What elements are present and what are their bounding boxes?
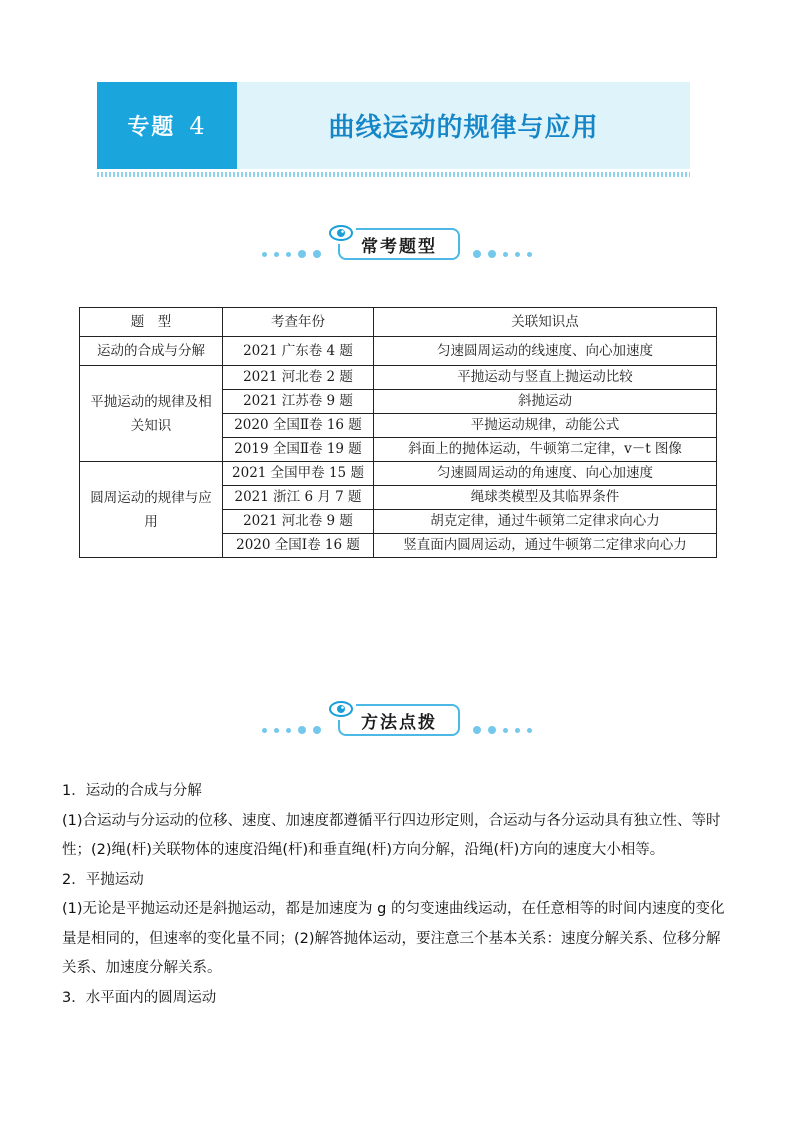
banner-divider <box>97 172 690 177</box>
topic-cell: 平抛运动的规律及相关知识 <box>80 366 223 462</box>
item-title: 2．平抛运动 <box>62 871 144 888</box>
decor-dots-right <box>473 250 532 258</box>
year-cell: 2021 浙江 6 月 7 题 <box>223 486 374 510</box>
year-cell: 2020 全国Ⅰ卷 16 题 <box>223 534 374 558</box>
decor-dots-right <box>473 726 532 734</box>
knowledge-cell: 匀速圆周运动的线速度、向心加速度 <box>374 337 717 366</box>
header-knowledge: 关联知识点 <box>374 308 717 337</box>
topic-cell: 运动的合成与分解 <box>80 337 223 366</box>
eye-icon <box>326 222 356 244</box>
knowledge-cell: 斜面上的抛体运动，牛顿第二定律，v－t 图像 <box>374 438 717 462</box>
item-body: (1)合运动与分运动的位移、速度、加速度都遵循平行四边形定则，合运动与各分运动具有独立性、等时性；(2)绳(杆)关联物体的速度沿绳(杆)和垂直绳(杆)方向分解，沿绳(杆)方向的速度大小相等。 <box>62 812 721 858</box>
year-cell: 2021 河北卷 9 题 <box>223 510 374 534</box>
knowledge-cell: 平抛运动规律，动能公式 <box>374 414 717 438</box>
title-banner <box>97 82 690 169</box>
section-title-methods: 方法点拨 <box>338 704 460 736</box>
year-cell: 2021 全国甲卷 15 题 <box>223 462 374 486</box>
item-title: 1．运动的合成与分解 <box>62 783 202 799</box>
item-body: (1)无论是平抛运动还是斜抛运动，都是加速度为 g 的匀变速曲线运动，在任意相等的时间内速度的变化量是相同的，但速率的变化量不同；(2)解答抛体运动，要注意三个基本关系：速度分解关系、位移分解关系、加速度分解关系。 <box>62 901 725 976</box>
table-row <box>80 366 717 390</box>
section-header-common-types <box>262 222 532 266</box>
page-title: 曲线运动的规律与应用 <box>328 113 599 143</box>
topic-tag <box>97 82 237 169</box>
header-year: 考查年份 <box>223 308 374 337</box>
knowledge-cell: 匀速圆周运动的角速度、向心加速度 <box>374 462 717 486</box>
knowledge-cell: 斜抛运动 <box>374 390 717 414</box>
year-cell: 2021 江苏卷 9 题 <box>223 390 374 414</box>
topic-tag-label: 专题 <box>127 114 176 140</box>
decor-dots-left <box>262 726 321 734</box>
knowledge-cell: 竖直面内圆周运动，通过牛顿第二定律求向心力 <box>374 534 717 558</box>
topic-number: 4 <box>189 111 207 140</box>
table-header-row <box>80 308 717 337</box>
year-cell: 2021 河北卷 2 题 <box>223 366 374 390</box>
table-row <box>80 462 717 486</box>
eye-icon <box>326 698 356 720</box>
section-title-common-types: 常考题型 <box>338 228 460 260</box>
header-topic: 题 型 <box>80 308 223 337</box>
methods-content <box>62 777 734 1013</box>
topics-table <box>79 307 717 558</box>
knowledge-cell: 平抛运动与竖直上抛运动比较 <box>374 366 717 390</box>
section-header-methods <box>262 698 532 742</box>
year-cell: 2021 广东卷 4 题 <box>223 337 374 366</box>
knowledge-cell: 胡克定律，通过牛顿第二定律求向心力 <box>374 510 717 534</box>
knowledge-cell: 绳球类模型及其临界条件 <box>374 486 717 510</box>
item-title: 3．水平面内的圆周运动 <box>62 989 217 1006</box>
topic-cell: 圆周运动的规律与应用 <box>80 462 223 558</box>
year-cell: 2020 全国Ⅱ卷 16 题 <box>223 414 374 438</box>
decor-dots-left <box>262 250 321 258</box>
year-cell: 2019 全国Ⅱ卷 19 题 <box>223 438 374 462</box>
table-row <box>80 337 717 366</box>
